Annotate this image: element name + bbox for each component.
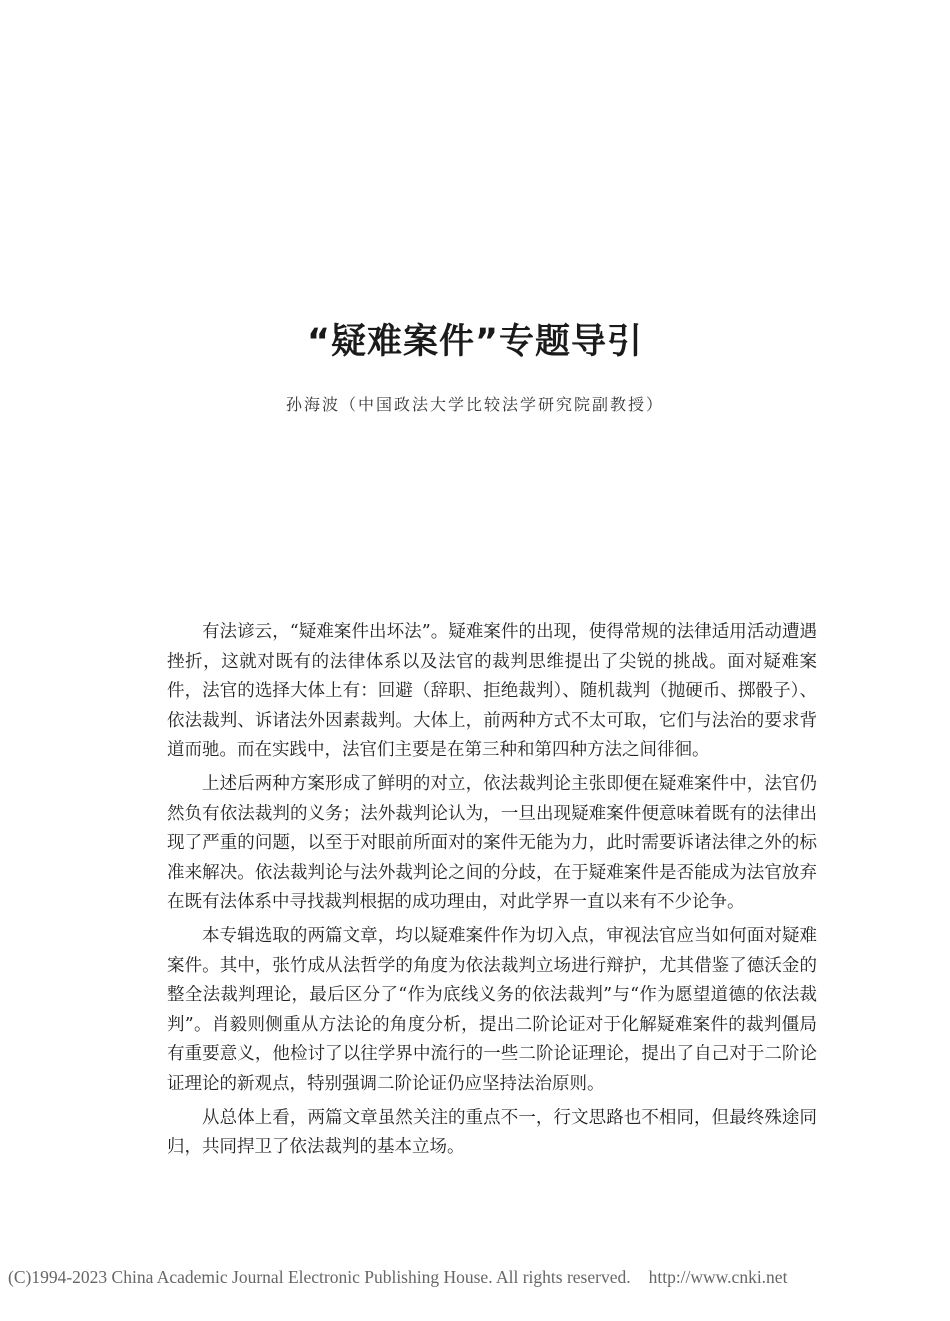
copyright-footer xyxy=(8,1267,950,1288)
paragraph-3: 本专辑选取的两篇文章，均以疑难案件作为切入点，审视法官应当如何面对疑难案件。其中，张竹成从法哲学的角度为依法裁判立场进行辩护，尤其借鉴了德沃金的整全法裁判理论，最后区分了“作为底线义务的依法裁判”与“作为愿望道德的依法裁判”。肖毅则侧重从方法论的角度分析，提出二阶论证对于化解疑难案件的裁判僵局有重要意义，他检讨了以往学界中流行的一些二阶论证理论，提出了自己对于二阶论证理论的新观点，特别强调二阶论证仍应坚持法治原则。 xyxy=(167,925,817,1094)
paragraph-1: 有法谚云，“疑难案件出坏法”。疑难案件的出现，使得常规的法律适用活动遭遇挫折，这就对既有的法律体系以及法官的裁判思维提出了尖锐的挑战。面对疑难案件，法官的选择大体上有：回避（辞职、拒绝裁判）、随机裁判（抛硬币、掷骰子）、依法裁判、诉诸法外因素裁判。大体上，前两种方式不太可取，它们与法治的要求背道而驰。而在实践中，法官们主要是在第三种和第四种方法之间徘徊。 xyxy=(167,622,817,761)
article-body xyxy=(167,618,817,1167)
paragraph-4: 从总体上看，两篇文章虽然关注的重点不一，行文思路也不相同，但最终殊途同归，共同捍卫了依法裁判的基本立场。 xyxy=(167,1107,817,1158)
author-line: 孙海波（中国政法大学比较法学研究院副教授） xyxy=(285,395,664,414)
paragraph-2: 上述后两种方案形成了鲜明的对立，依法裁判论主张即便在疑难案件中，法官仍然负有依法裁判的义务；法外裁判论认为，一旦出现疑难案件便意味着既有的法律出现了严重的问题，以至于对眼前所面对的案件无能为力，此时需要诉诸法律之外的标准来解决。依法裁判论与法外裁判论之间的分歧，在于疑难案件是否能成为法官放弃在既有法体系中寻找裁判根据的成功理由，对此学界一直以来有不少论争。 xyxy=(167,773,817,913)
article-title: “疑难案件”专题导引 xyxy=(306,322,643,362)
footer-url-link[interactable]: http://www.cnki.net xyxy=(648,1267,788,1287)
copyright-notice: (C)1994-2023 China Academic Journal Electronic Publishing House. All rights reserved. xyxy=(8,1267,631,1287)
